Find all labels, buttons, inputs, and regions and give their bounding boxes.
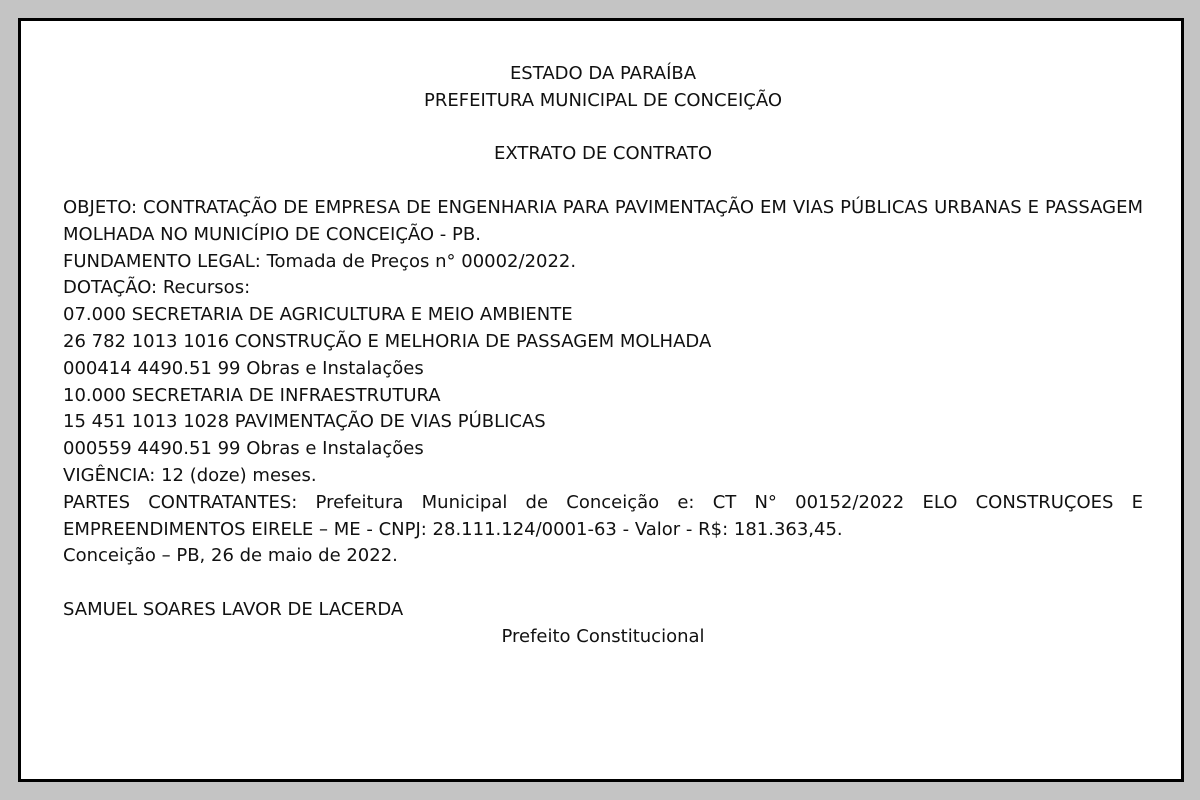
dotacao-line: 26 782 1013 1016 CONSTRUÇÃO E MELHORIA DE PASSAGEM MOLHADA <box>63 330 712 352</box>
spacer <box>63 168 1143 195</box>
spacer <box>63 570 1143 597</box>
document-title: EXTRATO DE CONTRATO <box>494 143 712 165</box>
dotacao-line: 07.000 SECRETARIA DE AGRICULTURA E MEIO AMBIENTE <box>63 304 573 326</box>
objeto-paragraph: OBJETO: CONTRATAÇÃO DE EMPRESA DE ENGENHARIA PARA PAVIMENTAÇÃO EM VIAS PÚBLICAS URBANAS E PASSAGEM MOLHADA NO MUNICÍPIO DE CONCEIÇÃO - PB. <box>63 196 1143 245</box>
spacer <box>63 115 1143 142</box>
place-date: Conceição – PB, 26 de maio de 2022. <box>63 545 398 567</box>
signatory-role: Prefeito Constitucional <box>501 625 705 647</box>
header-municipality: PREFEITURA MUNICIPAL DE CONCEIÇÃO <box>423 89 782 111</box>
dotacao-line: 10.000 SECRETARIA DE INFRAESTRUTURA <box>63 384 441 406</box>
header-state: ESTADO DA PARAÍBA <box>509 63 697 84</box>
dotacao-line: 000559 4490.51 99 Obras e Instalações <box>63 438 424 460</box>
document-page <box>18 18 1184 782</box>
fundamento-legal: FUNDAMENTO LEGAL: Tomada de Preços n° 00002/2022. <box>63 250 577 272</box>
document-content <box>63 61 1143 651</box>
partes-paragraph: PARTES CONTRATANTES: Prefeitura Municipal de Conceição e: CT N° 00152/2022 ELO CONSTRUÇOES E EMPREENDIMENTOS EIRELE – ME - CNPJ: 28.111.124/0001-63 - Valor - R$: 181.363,45. <box>63 491 1143 540</box>
signatory-name: SAMUEL SOARES LAVOR DE LACERDA <box>63 598 404 620</box>
dotacao-heading: DOTAÇÃO: Recursos: <box>63 277 251 299</box>
dotacao-line: 000414 4490.51 99 Obras e Instalações <box>63 357 424 379</box>
dotacao-line: 15 451 1013 1028 PAVIMENTAÇÃO DE VIAS PÚBLICAS <box>63 411 546 433</box>
vigencia: VIGÊNCIA: 12 (doze) meses. <box>63 464 317 486</box>
